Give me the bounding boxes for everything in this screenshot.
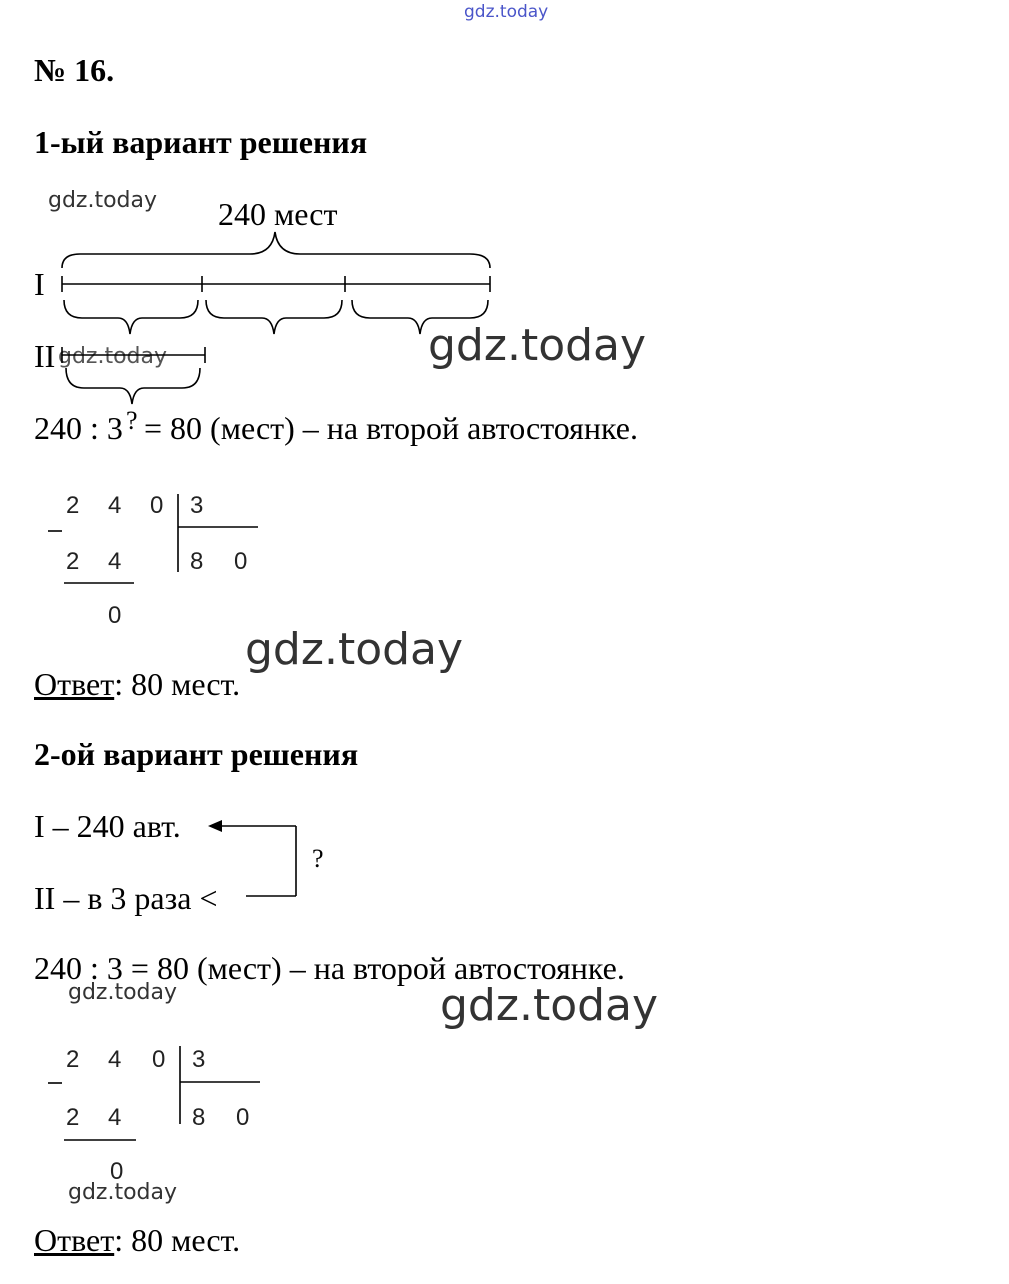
division2-dividend-digit: 4 (108, 1046, 122, 1073)
division2-subtrahend-digit: 4 (108, 1104, 122, 1131)
variant2-equation: 240 : 3 = 80 (мест) – на второй автостоянке. (34, 950, 625, 986)
division1-dividend-digit: 2 (66, 492, 80, 519)
part-brace-3 (352, 300, 488, 334)
variant2-question-mark: ? (312, 844, 324, 873)
watermark-5: gdz.today (68, 980, 178, 1005)
unknown-brace (66, 368, 200, 404)
answer-label: Ответ (34, 666, 115, 702)
division1-quotient-digit: 8 (190, 548, 204, 575)
diagram-question-mark: ? (126, 406, 138, 435)
watermark-3: gdz.today (58, 344, 168, 369)
part-brace-1 (64, 300, 198, 334)
answer-text: : 80 мест. (114, 1222, 241, 1258)
variant2-line1: I – 240 авт. (34, 808, 181, 844)
variant1-equation-left: 240 : 3 (34, 410, 123, 446)
answer-label: Ответ (34, 1222, 115, 1258)
watermark-7: gdz.today (68, 1180, 178, 1205)
variant1-equation-right: = 80 (мест) – на второй автостоянке. (144, 410, 638, 446)
task-number: № 16. (34, 52, 115, 88)
division1-dividend-digit: 4 (108, 492, 122, 519)
division2-remainder: 0 (110, 1158, 124, 1185)
division1-subtrahend-digit: 4 (108, 548, 122, 575)
watermark-1: gdz.today (48, 188, 158, 213)
variant2-heading: 2-ой вариант решения (34, 736, 359, 772)
watermark-6: gdz.today (440, 980, 659, 1031)
variant2-line2: II – в 3 раза < (34, 880, 218, 916)
division2-divisor: 3 (192, 1046, 206, 1073)
total-brace (62, 232, 490, 268)
diagram-total-label: 240 мест (218, 196, 338, 232)
division1-subtrahend-digit: 2 (66, 548, 80, 575)
division1-remainder: 0 (108, 602, 122, 629)
variant1-answer (34, 666, 240, 703)
watermark-4: gdz.today (245, 624, 464, 675)
division1-divisor: 3 (190, 492, 204, 519)
division2-dividend-digit: 0 (152, 1046, 166, 1073)
division1-quotient-digit: 0 (234, 548, 248, 575)
variant2-answer (34, 1222, 240, 1259)
diagram-row1-label: I (34, 266, 45, 302)
watermark-2: gdz.today (428, 320, 647, 371)
watermark-top: gdz.today (464, 2, 549, 22)
answer-text: : 80 мест. (114, 666, 241, 702)
part-brace-2 (206, 300, 342, 334)
variant1-heading: 1-ый вариант решения (34, 124, 368, 160)
division2-quotient-digit: 0 (236, 1104, 250, 1131)
arrowhead-icon (208, 820, 222, 832)
division2-dividend-digit: 2 (66, 1046, 80, 1073)
division2-subtrahend-digit: 2 (66, 1104, 80, 1131)
division2-quotient-digit: 8 (192, 1104, 206, 1131)
division1-dividend-digit: 0 (150, 492, 164, 519)
diagram-row2-label: II (34, 338, 56, 374)
